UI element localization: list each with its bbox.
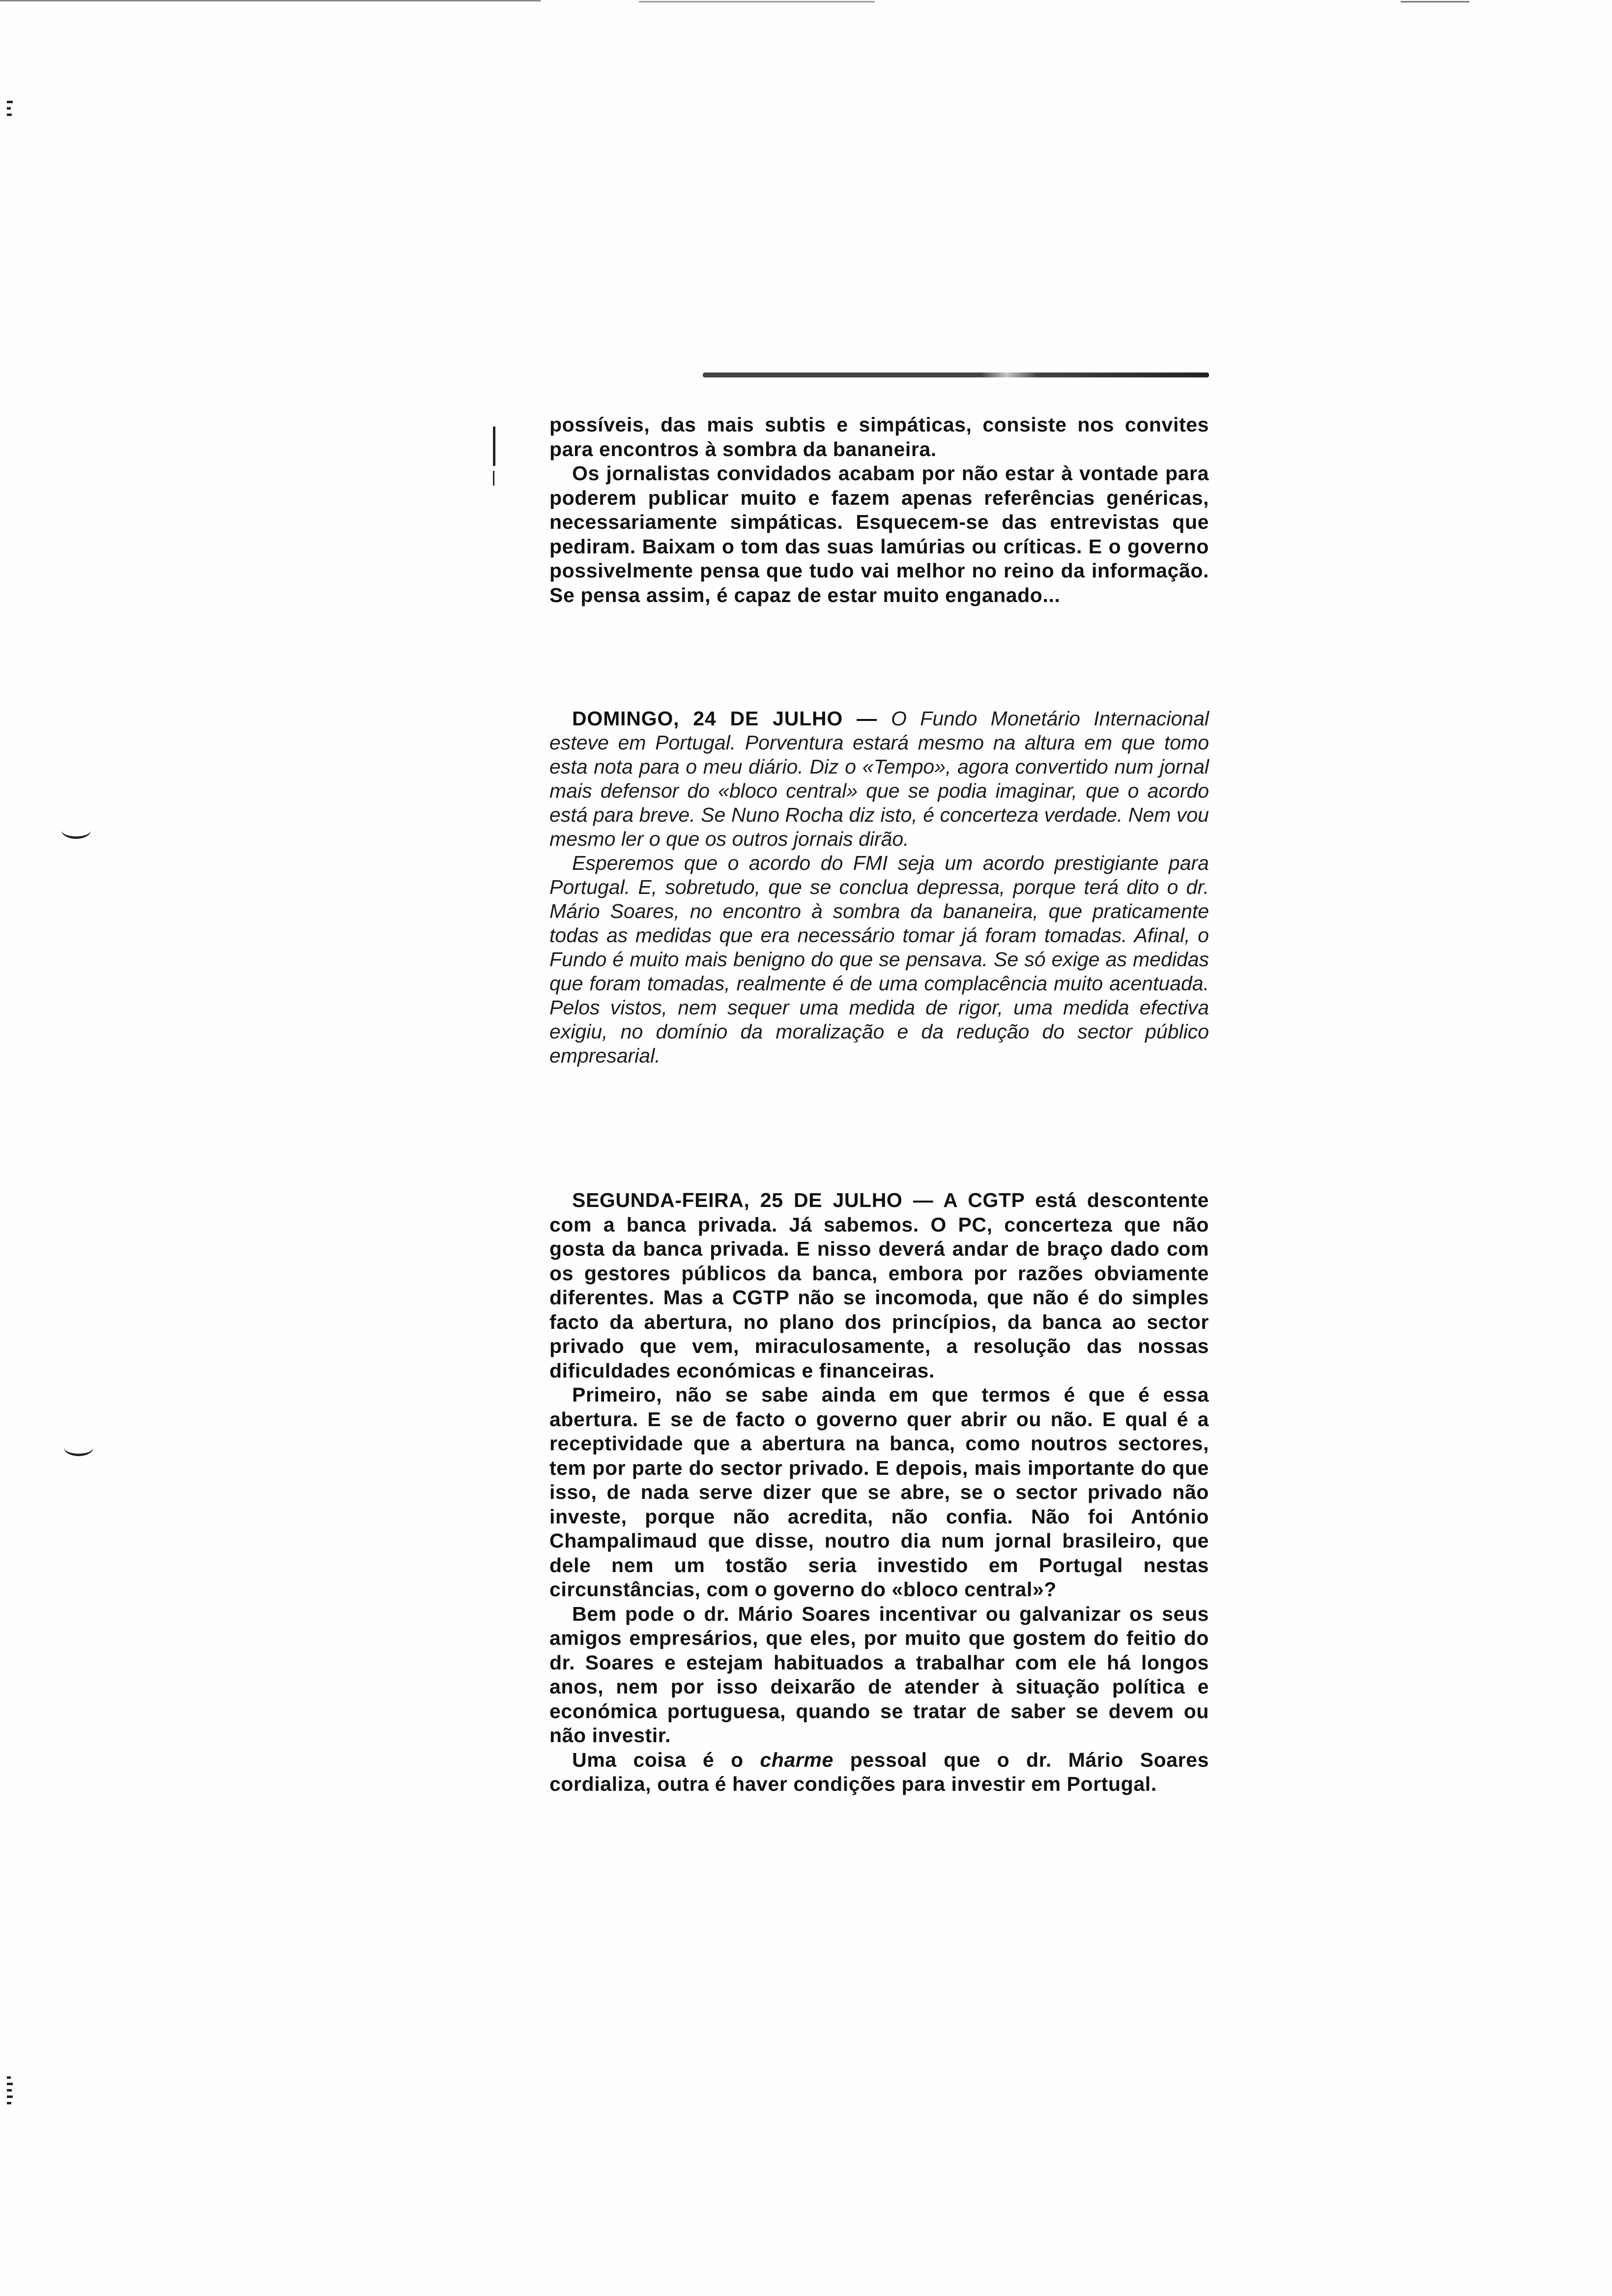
entry-segunda-heading: SEGUNDA-FEIRA, 25 DE JULHO bbox=[572, 1189, 903, 1211]
entry-segunda-text-1: A CGTP está descontente com a banca privada. Já sabemos. O PC, concerteza que não gosta da banca privada. E nisso deverá andar de braço dado com os gestores públicos da banca, embora por razões obviamente diferentes. Mas a CGTP não se incomoda, que não é do simples facto da abertura, no plano dos princípios, da banca ao sector privado que vem, miraculosamente, a resolução das nossas dificuldades económicas e financeiras. bbox=[549, 1189, 1209, 1382]
entry-segunda-paragraph-4 bbox=[549, 1748, 1209, 1797]
edge-tick bbox=[7, 107, 11, 110]
fragment-paragraph-1: possíveis, das mais subtis e simpáticas, consiste nos convites para encontros à sombra da bananeira. bbox=[549, 413, 1209, 460]
fragment-paragraph-2: Os jornalistas convidados acabam por não estar à vontade para poderem publicar muito e fazem apenas referências genéricas, necessariamente simpáticas. Esquecem-se das entrevistas que pediram. Baixam o tom das suas lamúrias ou críticas. E o governo possivelmente pensa que tudo vai melhor no reino da informação. Se pensa assim, é capaz de estar muito enganado... bbox=[549, 462, 1209, 606]
section-divider-rule bbox=[703, 373, 1209, 377]
scan-edge-line bbox=[639, 1, 875, 2]
margin-curve-mark bbox=[64, 1439, 93, 1456]
left-edge-marks bbox=[7, 101, 16, 120]
entry-segunda-paragraph-1 bbox=[549, 1188, 1209, 1383]
edge-tick bbox=[7, 114, 12, 116]
edge-tick bbox=[7, 2095, 13, 2098]
edge-tick bbox=[7, 101, 13, 103]
left-edge-marks-bottom bbox=[7, 2076, 16, 2108]
fragment-text-block bbox=[549, 413, 1209, 607]
entry-segunda-text-4a: Uma coisa é o bbox=[572, 1748, 760, 1771]
column-margin-bar bbox=[493, 427, 495, 466]
entry-domingo-dash: — bbox=[843, 707, 892, 730]
entry-domingo-paragraph-1 bbox=[549, 707, 1209, 851]
entry-segunda-charme: charme bbox=[760, 1748, 834, 1771]
column-margin-bar bbox=[493, 471, 494, 486]
entry-segunda-text-4b: pessoal que o dr. Mário Soares cordializa, outra é haver condições para investir em Portugal. bbox=[549, 1748, 1209, 1795]
entry-segunda-paragraph-3: Bem pode o dr. Mário Soares incentivar ou galvanizar os seus amigos empresários, que eles, por muito que gostem do feitio do dr. Soares e estejam habituados a trabalhar com ele há longos anos, nem por isso deixarão de atender à situação política e económica portuguesa, quando se tratar de saber se devem ou não investir. bbox=[549, 1602, 1209, 1747]
margin-curve-mark bbox=[61, 822, 91, 839]
scan-edge-line bbox=[1401, 1, 1469, 2]
edge-tick bbox=[7, 2089, 12, 2092]
scan-edge-line bbox=[0, 0, 541, 1]
entry-segunda-paragraph-2: Primeiro, não se sabe ainda em que termos é que é essa abertura. E se de facto o governo quer abrir ou não. E qual é a receptividade que a abertura na banca, como noutros sectores, tem por parte do sector privado. E depois, mais importante do que isso, de nada serve dizer que se abre, se o sector privado não investe, porque não acredita, não confia. Não foi António Champalimaud que disse, noutro dia num jornal brasileiro, que dele nem um tostão seria investido em Portugal nestas circunstâncias, com o governo do «bloco central»? bbox=[549, 1383, 1209, 1601]
entry-segunda bbox=[549, 1188, 1209, 1797]
edge-tick bbox=[7, 2102, 11, 2104]
entry-domingo-heading: DOMINGO, 24 DE JULHO bbox=[572, 707, 843, 730]
entry-domingo-paragraph-2: Esperemos que o acordo do FMI seja um acordo prestigiante para Portugal. E, sobretudo, que se conclua depressa, porque terá dito o dr. Mário Soares, no encontro à sombra da bananeira, que praticamente todas as medidas que era necessário tomar já foram tomadas. Afinal, o Fundo é muito mais benigno do que se pensava. Se só exige as medidas que foram tomadas, realmente é de uma complacência muito acentuada. Pelos vistos, nem sequer uma medida de rigor, uma medida efectiva exigiu, no domínio da moralização e da redução do sector público empresarial. bbox=[549, 852, 1209, 1067]
entry-segunda-dash: — bbox=[902, 1189, 944, 1211]
entry-domingo-text-1: O Fundo Monetário Internacional esteve em Portugal. Porventura estará mesmo na altura em que tomo esta nota para o meu diário. Diz o «Tempo», agora convertido num jornal mais defensor do «bloco central» que se podia imaginar, que o acordo está para breve. Se Nuno Rocha diz isto, é concerteza verdade. Nem vou mesmo ler o que os outros jornais dirão. bbox=[549, 707, 1209, 850]
edge-tick bbox=[7, 2076, 11, 2079]
entry-domingo bbox=[549, 707, 1209, 1068]
edge-tick bbox=[7, 2083, 13, 2085]
